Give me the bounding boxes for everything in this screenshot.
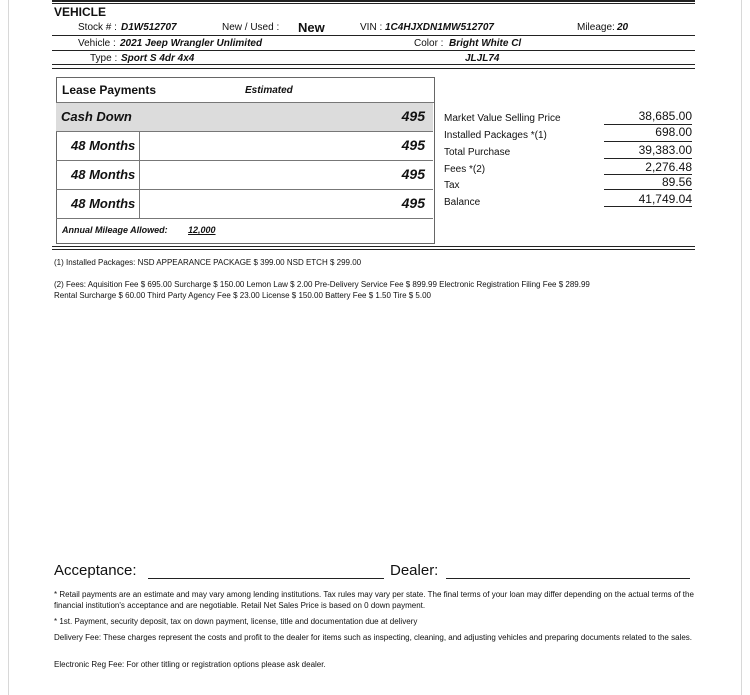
model-code-value: JLJL74 [465, 53, 500, 64]
pricing-rule [604, 206, 692, 207]
fees-note-line2: Rental Surcharge $ 60.00 Third Party Agency Fee $ 23.00 License $ 150.00 Battery Fee $ 1.50 Tire $ 5.00 [54, 291, 431, 300]
fees-note-line1: (2) Fees: Aquisition Fee $ 695.00 Surcharge $ 150.00 Lemon Law $ 2.00 Pre-Delivery Service Fee $ 899.99 Electronic Registration Filing Fee $ 289.99 [54, 280, 590, 289]
vehicle-value: 2021 Jeep Wrangler Unlimited [120, 38, 263, 49]
lease-row-value: 495 [401, 108, 425, 124]
pricing-label: Total Purchase [444, 147, 511, 158]
pricing-label: Market Value Selling Price [444, 113, 561, 124]
lease-row-divider [139, 161, 140, 189]
top-rule [52, 0, 695, 2]
lease-row-cash-down [56, 103, 433, 132]
vehicle-row2-rule [52, 50, 695, 51]
lease-row-divider [139, 132, 140, 160]
vin-value: 1C4HJXDN1MW512707 [385, 22, 494, 33]
acceptance-signature-line[interactable] [148, 578, 384, 579]
acceptance-label: Acceptance: [54, 562, 137, 579]
annual-mileage-label: Annual Mileage Allowed: [62, 225, 168, 235]
notes-rule-2 [52, 249, 695, 250]
retail-disclaimer: * Retail payments are an estimate and may vary among lending institutions. Tax rules may vary per state. The final terms of your loan may differ depending on the actual terms of the financial institution's acceptance and are negotiable. Retail Net Sales Price is based on 0 down payment. [54, 590, 694, 610]
new-used-value: New [298, 20, 325, 35]
mileage-label: Mileage: [577, 22, 615, 33]
pricing-value: 698.00 [655, 125, 692, 139]
lease-row-label: 48 Months [71, 138, 136, 153]
lease-row-label: 48 Months [71, 196, 136, 211]
pricing-value: 39,383.00 [638, 143, 692, 157]
pricing-label: Tax [444, 180, 460, 191]
color-value: Bright White Cl [449, 38, 522, 49]
pricing-label: Fees *(2) [444, 164, 486, 175]
pricing-label: Installed Packages *(1) [444, 130, 547, 141]
lease-estimated-label: Estimated [245, 85, 293, 96]
vehicle-row1-rule [52, 35, 695, 36]
top-rule-2 [52, 3, 695, 4]
page-right-edge [741, 0, 742, 695]
pricing-rule [604, 141, 692, 142]
vehicle-label: Vehicle : [78, 38, 116, 49]
vin-label: VIN : [360, 22, 383, 33]
first-payment-disclaimer: * 1st. Payment, security deposit, tax on down payment, license, title and documentation due at delivery [54, 617, 418, 626]
pricing-rule [604, 189, 692, 190]
lease-row-label: 48 Months [71, 167, 136, 182]
color-label: Color : [414, 38, 444, 49]
dealer-label: Dealer: [390, 562, 439, 579]
dealer-signature-line[interactable] [446, 578, 690, 579]
pricing-label: Balance [444, 197, 481, 208]
vehicle-section-title: VEHICLE [54, 5, 107, 19]
type-value: Sport S 4dr 4x4 [121, 53, 195, 64]
delivery-fee-disclaimer: Delivery Fee: These charges represent the costs and profit to the dealer for items such as inspecting, cleaning, and adjusting vehicles and preparing documents related to the sales. [54, 633, 692, 642]
lease-row-divider [139, 190, 140, 218]
lease-row-value: 495 [401, 166, 425, 182]
vehicle-row3-rule-2 [52, 68, 695, 69]
new-used-label: New / Used : [222, 22, 280, 33]
lease-row-value: 495 [401, 137, 425, 153]
lease-row-months-3 [56, 190, 433, 219]
pricing-value: 89.56 [661, 175, 692, 189]
lease-row-value: 495 [401, 195, 425, 211]
stock-label: Stock # : [78, 22, 117, 33]
vehicle-row3-rule [52, 64, 695, 65]
lease-title: Lease Payments [62, 83, 157, 97]
annual-mileage-value: 12,000 [188, 225, 216, 235]
page-left-edge [8, 0, 9, 695]
mileage-value: 20 [617, 22, 629, 33]
pricing-value: 38,685.00 [638, 109, 692, 123]
pricing-rule [604, 158, 692, 159]
type-label: Type : [90, 53, 118, 64]
lease-row-label: Cash Down [61, 109, 132, 124]
installed-packages-note: (1) Installed Packages: NSD APPEARANCE PACKAGE $ 399.00 NSD ETCH $ 299.00 [54, 258, 362, 267]
notes-rule [52, 246, 695, 247]
stock-value: D1W512707 [121, 22, 177, 33]
pricing-value: 41,749.04 [638, 192, 692, 206]
lease-row-months-1 [56, 132, 433, 161]
electronic-reg-disclaimer: Electronic Reg Fee: For other titling or registration options please ask dealer. [54, 660, 326, 669]
pricing-value: 2,276.48 [645, 160, 692, 174]
lease-row-months-2 [56, 161, 433, 190]
